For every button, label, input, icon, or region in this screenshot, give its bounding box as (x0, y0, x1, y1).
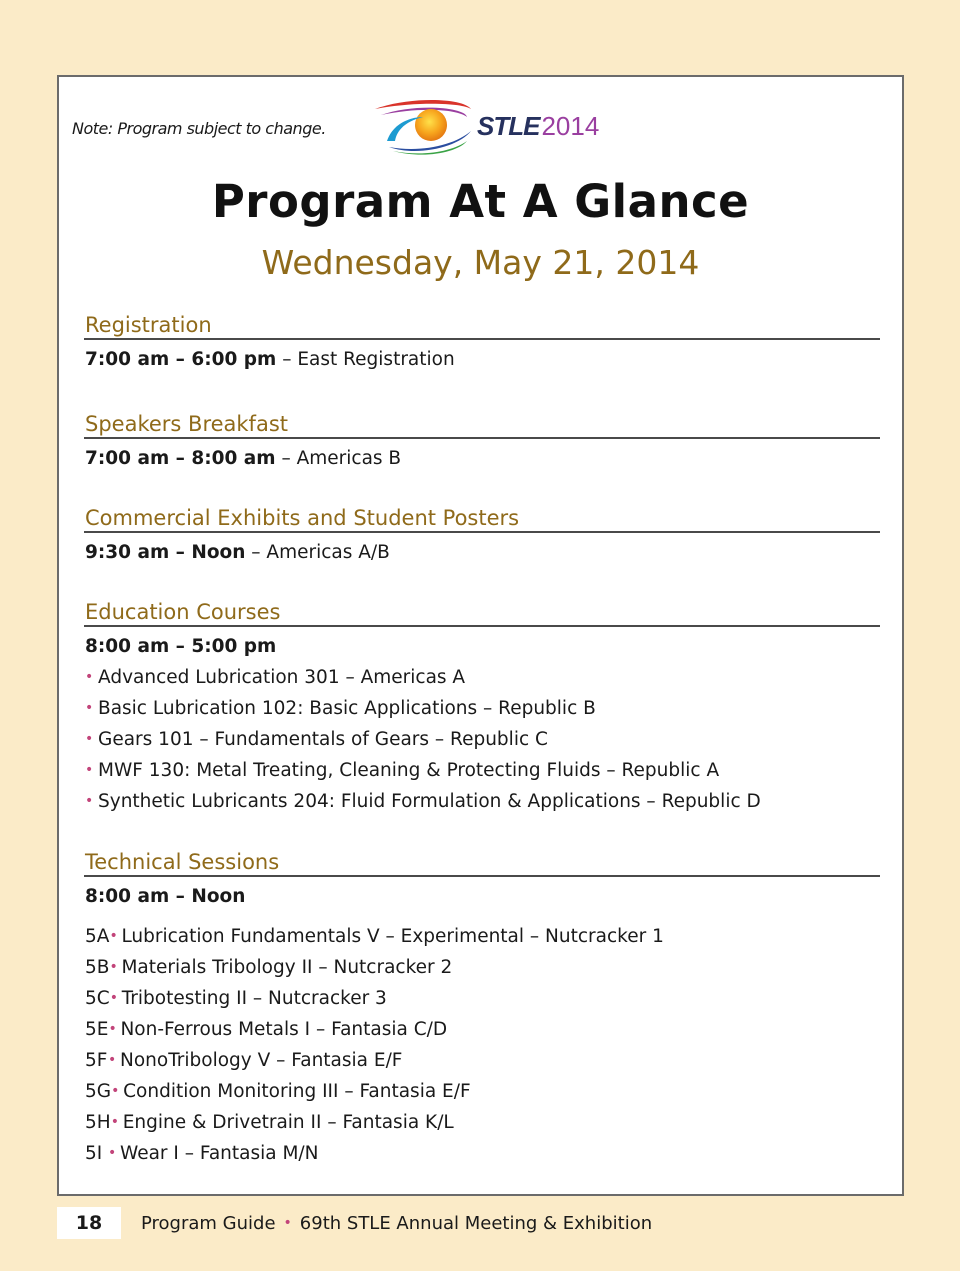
section-heading: Commercial Exhibits and Student Posters (84, 503, 880, 533)
schedule-line (84, 344, 880, 375)
page-number: 18 (57, 1207, 121, 1239)
page-date: Wednesday, May 21, 2014 (261, 243, 700, 282)
logo-text (477, 111, 599, 142)
bullet-icon: • (85, 793, 94, 809)
session-item (84, 1014, 880, 1045)
section-heading: Registration (84, 310, 880, 340)
session-title: Wear I – Fantasia M/N (120, 1143, 319, 1164)
bullet-icon: • (85, 700, 94, 716)
guide-label: Program Guide (141, 1213, 276, 1234)
list-item: • Gears 101 – Fundamentals of Gears – Republic C (84, 724, 880, 755)
session-item (84, 921, 880, 952)
schedule-line (84, 537, 880, 568)
exhibits-section (84, 503, 880, 568)
session-title: NonoTribology V – Fantasia E/F (120, 1050, 403, 1071)
disclaimer-note: Note: Program subject to change. (72, 119, 326, 138)
session-code: 5G (85, 1081, 112, 1102)
event-label: 69th STLE Annual Meeting & Exhibition (299, 1213, 653, 1234)
list-item: • Basic Lubrication 102: Basic Applications – Republic B (84, 693, 880, 724)
list-item: • Synthetic Lubricants 204: Fluid Formulation & Applications – Republic D (84, 786, 880, 817)
section-heading: Speakers Breakfast (84, 409, 880, 439)
schedule-line (84, 443, 880, 474)
bullet-icon: • (109, 928, 118, 944)
session-item (84, 1107, 880, 1138)
logo-year: 2014 (541, 111, 600, 141)
program-page (57, 75, 904, 1196)
speakers-breakfast-section (84, 409, 880, 474)
footer-text (141, 1207, 652, 1240)
session-item (84, 983, 880, 1014)
education-courses-section (84, 597, 880, 817)
session-code: 5I (85, 1143, 103, 1164)
session-code: 5H (85, 1112, 111, 1133)
session-code: 5A (85, 926, 110, 947)
session-title: Non-Ferrous Metals I – Fantasia C/D (120, 1019, 448, 1040)
list-item: • Advanced Lubrication 301 – Americas A (84, 662, 880, 693)
session-code: 5F (85, 1050, 108, 1071)
technical-sessions-section (84, 847, 880, 1169)
bullet-icon: • (283, 1215, 292, 1231)
location: – Americas A/B (245, 542, 390, 563)
stle-logo (367, 95, 600, 159)
section-heading: Technical Sessions (84, 847, 880, 877)
session-title: Tribotesting II – Nutcracker 3 (121, 988, 387, 1009)
session-code: 5B (85, 957, 110, 978)
session-title: Materials Tribology II – Nutcracker 2 (121, 957, 453, 978)
logo-brand: STLE (477, 111, 540, 141)
session-item (84, 952, 880, 983)
bullet-icon: • (109, 959, 118, 975)
bullet-icon: • (85, 762, 94, 778)
session-item (84, 1138, 880, 1169)
registration-section (84, 310, 880, 375)
sun-swoosh-icon (367, 95, 477, 159)
time-range: 7:00 am – 8:00 am (85, 448, 276, 469)
bullet-icon: • (108, 1052, 117, 1068)
schedule-line (84, 881, 880, 912)
session-title: Engine & Drivetrain II – Fantasia K/L (122, 1112, 454, 1133)
time-range: 8:00 am – 5:00 pm (85, 636, 277, 657)
time-range: 8:00 am – Noon (85, 886, 246, 907)
bullet-icon: • (108, 1145, 117, 1161)
bullet-icon: • (109, 990, 118, 1006)
session-title: Lubrication Fundamentals V – Experimental – Nutcracker 1 (121, 926, 664, 947)
section-heading: Education Courses (84, 597, 880, 627)
time-range: 9:30 am – Noon (85, 542, 246, 563)
schedule-line (84, 631, 880, 662)
session-item (84, 1045, 880, 1076)
bullet-icon: • (108, 1021, 117, 1037)
session-code: 5C (85, 988, 110, 1009)
list-item: • MWF 130: Metal Treating, Cleaning & Protecting Fluids – Republic A (84, 755, 880, 786)
bullet-icon: • (110, 1114, 119, 1130)
time-range: 7:00 am – 6:00 pm (85, 349, 277, 370)
session-code: 5E (85, 1019, 109, 1040)
bullet-icon: • (85, 669, 94, 685)
bullet-icon: • (85, 731, 94, 747)
session-item (84, 1076, 880, 1107)
page-title: Program At A Glance (211, 175, 750, 228)
session-title: Condition Monitoring III – Fantasia E/F (123, 1081, 471, 1102)
location: – East Registration (276, 349, 455, 370)
location: – Americas B (275, 448, 402, 469)
page-footer (57, 1207, 904, 1239)
bullet-icon: • (111, 1083, 120, 1099)
